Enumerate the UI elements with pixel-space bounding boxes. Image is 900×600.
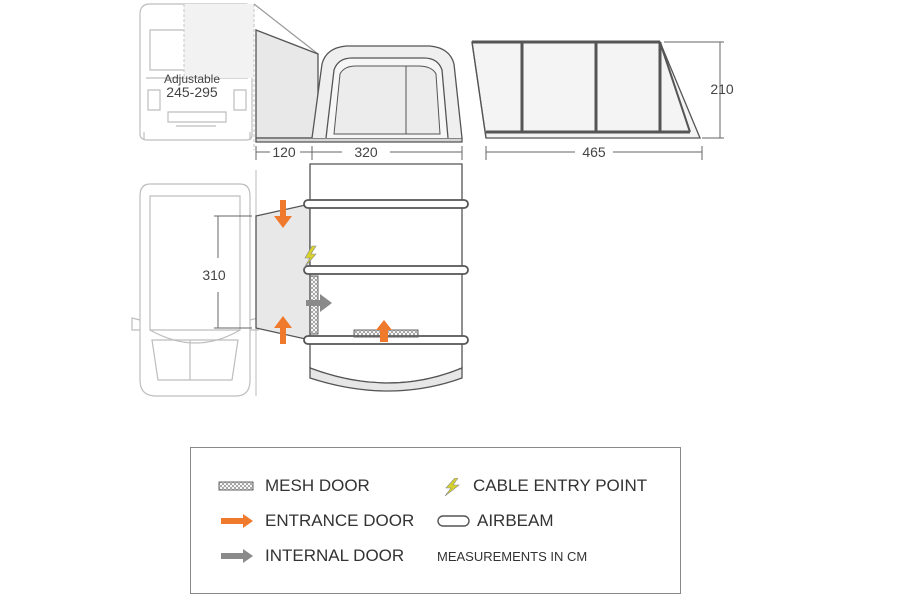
van-adjustable-label: Adjustable: [163, 72, 221, 86]
dimension-depth: 310: [202, 267, 226, 283]
legend-item-internal-door: [217, 546, 404, 566]
legend-item-cable-entry: [441, 476, 647, 496]
legend-item-mesh-door: [217, 476, 370, 496]
dimension-awning-length: 320: [354, 144, 378, 160]
dimension-side-length: 465: [582, 144, 606, 160]
legend-label-internal-door: INTERNAL DOOR: [265, 546, 405, 565]
awning-side-view: [256, 30, 462, 142]
awning-frame-view: [472, 42, 700, 138]
lightning-bolt-icon: [441, 478, 465, 494]
dimension-connector-length: 120: [272, 144, 296, 160]
airbeam-symbol-icon: [437, 513, 471, 529]
units-note: MEASUREMENTS IN CM: [437, 549, 588, 564]
legend-item-entrance-door: [217, 511, 414, 531]
top-dimension-lines: [256, 146, 702, 160]
awning-plan-view: [256, 164, 468, 391]
legend-item-airbeam: [437, 511, 554, 531]
mesh-door-symbol-icon: [217, 478, 257, 494]
internal-arrow-icon: [217, 548, 257, 564]
legend-label-entrance-door: ENTRANCE DOOR: [265, 511, 415, 530]
van-adjustable-range: 245-295: [166, 84, 218, 100]
dimension-height: 210: [710, 81, 734, 97]
entrance-arrow-icon: [217, 513, 257, 529]
legend-label-airbeam: AIRBEAM: [477, 511, 554, 530]
legend-label-cable-entry: CABLE ENTRY POINT: [473, 476, 648, 495]
legend-label-mesh-door: MESH DOOR: [265, 476, 370, 495]
legend: [190, 447, 681, 594]
